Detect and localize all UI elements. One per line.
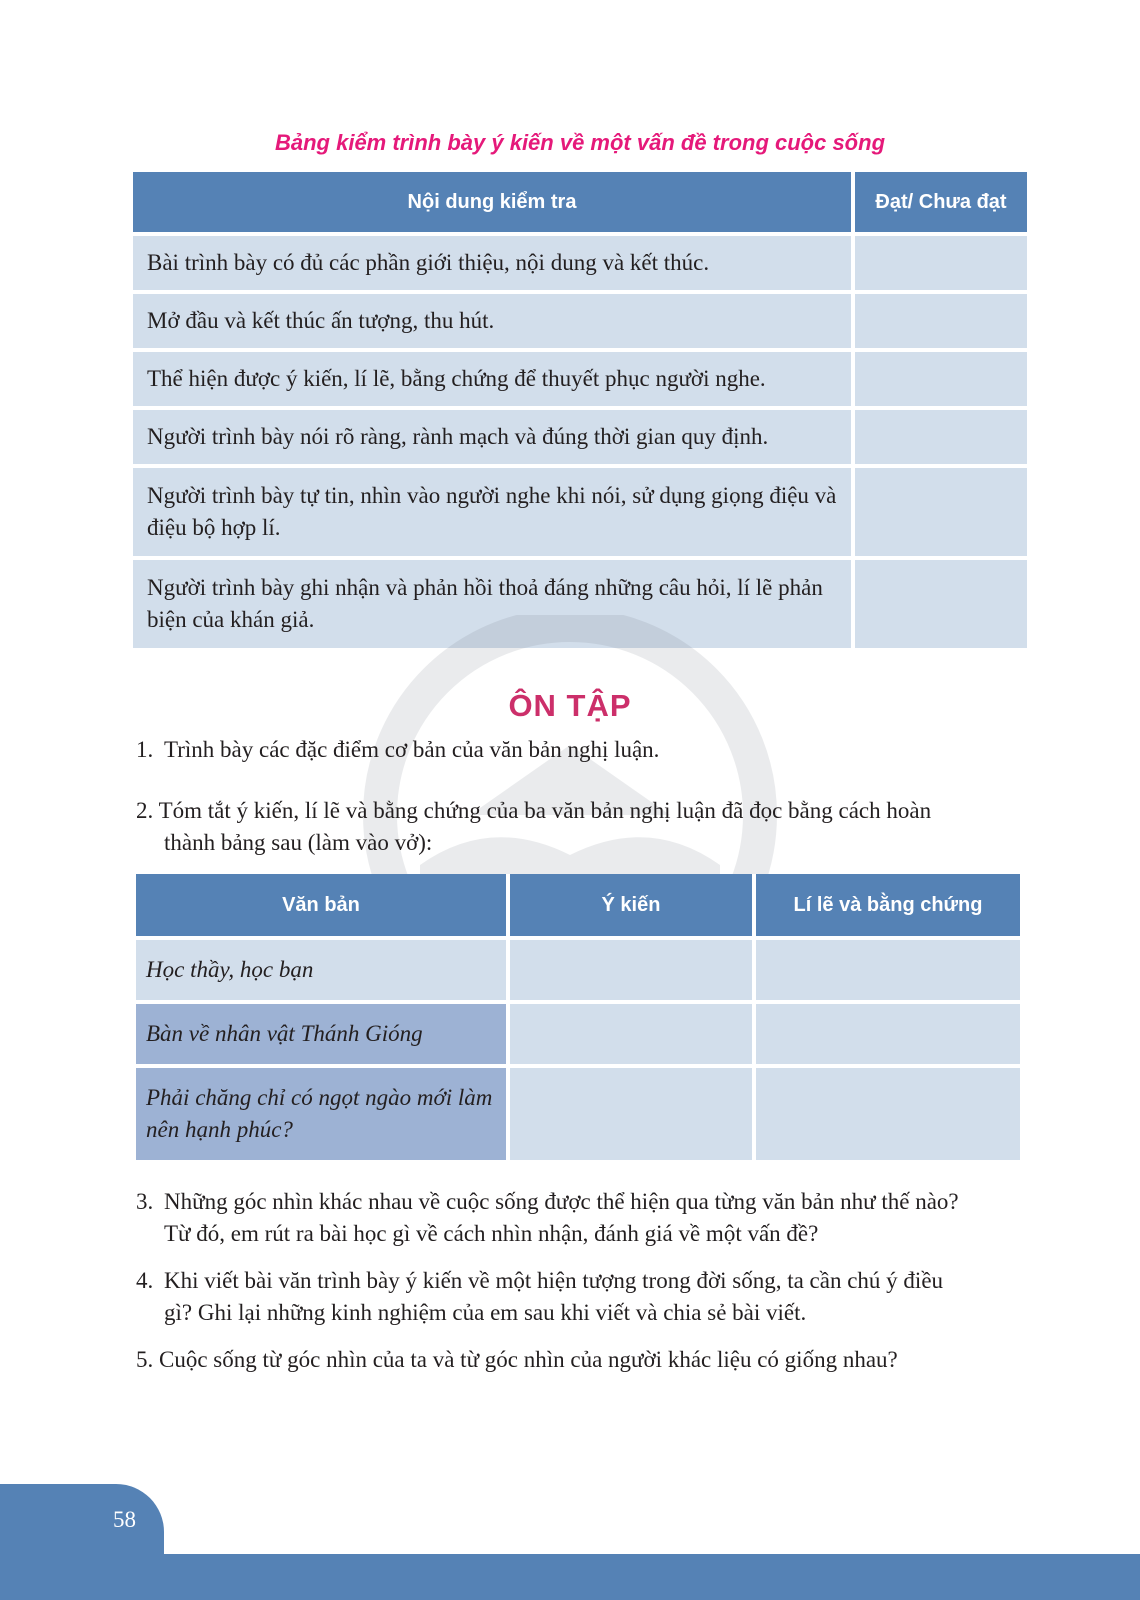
opinion-cell[interactable]: [508, 1066, 754, 1162]
checklist-table: [133, 172, 1027, 652]
table-row: [136, 938, 1020, 1002]
column-header-content: Nội dung kiểm tra: [133, 172, 853, 234]
text-title-cell: Bàn về nhân vật Thánh Gióng: [136, 1002, 508, 1066]
question-text: Những góc nhìn khác nhau về cuộc sống được thể hiện qua từng văn bản như thế nào?: [164, 1189, 959, 1214]
question-number: 5.: [136, 1347, 154, 1372]
question-3: [136, 1186, 1024, 1250]
question-text-continued: gì? Ghi lại những kinh nghiệm của em sau khi viết và chia sẻ bài viết.: [164, 1300, 807, 1325]
checklist-item: Người trình bày nói rõ ràng, rành mạch và đúng thời gian quy định.: [133, 408, 853, 466]
page-number-tab: [0, 1484, 164, 1600]
table-row: [136, 1002, 1020, 1066]
opinion-cell[interactable]: [508, 1002, 754, 1066]
table-row: [133, 466, 1027, 558]
status-cell[interactable]: [853, 408, 1027, 466]
question-text: Khi viết bài văn trình bày ý kiến về một hiện tượng trong đời sống, ta cần chú ý điều: [164, 1268, 944, 1293]
summary-table: [136, 874, 1020, 1164]
footer-bar: [0, 1554, 1140, 1600]
summary-header-row: [136, 874, 1020, 938]
checklist-header-row: [133, 172, 1027, 234]
text-title-cell: Phải chăng chỉ có ngọt ngào mới làm nên hạnh phúc?: [136, 1066, 508, 1162]
question-number: 1.: [136, 737, 154, 762]
opinion-cell[interactable]: [508, 938, 754, 1002]
table-row: [136, 1066, 1020, 1162]
question-2: [136, 795, 1024, 859]
column-header-text: Văn bản: [136, 874, 508, 938]
question-4: [136, 1265, 1024, 1329]
question-text-continued: thành bảng sau (làm vào vở):: [164, 830, 433, 855]
table-row: [133, 558, 1027, 650]
column-header-status: Đạt/ Chưa đạt: [853, 172, 1027, 234]
question-text-continued: Từ đó, em rút ra bài học gì về cách nhìn nhận, đánh giá về một vấn đề?: [164, 1221, 819, 1246]
text-title-cell: Học thầy, học bạn: [136, 938, 508, 1002]
table-row: [133, 292, 1027, 350]
evidence-cell[interactable]: [754, 1002, 1020, 1066]
page-number: 58: [113, 1507, 136, 1532]
status-cell[interactable]: [853, 466, 1027, 558]
status-cell[interactable]: [853, 350, 1027, 408]
status-cell[interactable]: [853, 558, 1027, 650]
status-cell[interactable]: [853, 234, 1027, 292]
table-row: [133, 350, 1027, 408]
question-number: 2.: [136, 798, 154, 823]
checklist-item: Bài trình bày có đủ các phần giới thiệu, nội dung và kết thúc.: [133, 234, 853, 292]
status-cell[interactable]: [853, 292, 1027, 350]
question-5: [136, 1344, 1024, 1376]
checklist-item: Thể hiện được ý kiến, lí lẽ, bằng chứng để thuyết phục người nghe.: [133, 350, 853, 408]
question-number: 3.: [136, 1189, 154, 1214]
review-heading: ÔN TẬP: [508, 688, 632, 723]
column-header-opinion: Ý kiến: [508, 874, 754, 938]
checklist-title: Bảng kiểm trình bày ý kiến về một vấn đề trong cuộc sống: [274, 130, 886, 155]
table-row: [133, 234, 1027, 292]
question-1: [136, 734, 1024, 766]
checklist-item: Người trình bày ghi nhận và phản hồi thoả đáng những câu hỏi, lí lẽ phản biện của khán giả.: [133, 558, 853, 650]
evidence-cell[interactable]: [754, 938, 1020, 1002]
table-row: [133, 408, 1027, 466]
question-text: Tóm tắt ý kiến, lí lẽ và bằng chứng của ba văn bản nghị luận đã đọc bằng cách hoàn: [158, 798, 932, 823]
evidence-cell[interactable]: [754, 1066, 1020, 1162]
checklist-item: Mở đầu và kết thúc ấn tượng, thu hút.: [133, 292, 853, 350]
checklist-item: Người trình bày tự tin, nhìn vào người nghe khi nói, sử dụng giọng điệu và điệu bộ hợp lí.: [133, 466, 853, 558]
question-text: Trình bày các đặc điểm cơ bản của văn bản nghị luận.: [164, 737, 660, 762]
question-number: 4.: [136, 1268, 154, 1293]
question-text: Cuộc sống từ góc nhìn của ta và từ góc nhìn của người khác liệu có giống nhau?: [159, 1347, 898, 1372]
column-header-evidence: Lí lẽ và bằng chứng: [754, 874, 1020, 938]
